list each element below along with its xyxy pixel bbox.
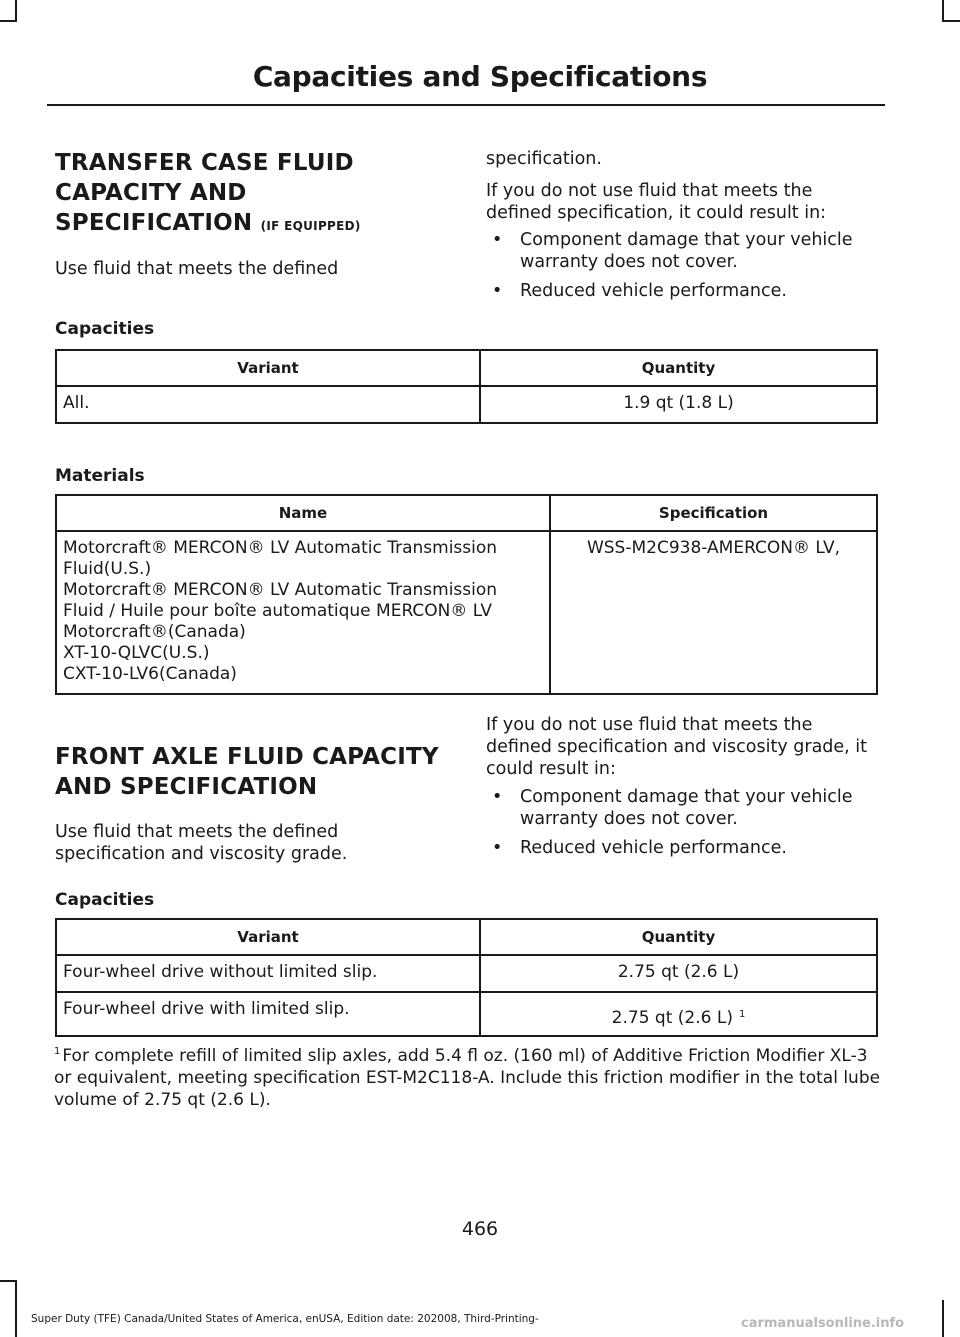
- crop-mark: [942, 0, 944, 22]
- table-row: [56, 992, 877, 1036]
- transfer-case-bullets: [486, 229, 886, 309]
- crop-mark: [0, 1280, 17, 1282]
- heading-line: FRONT AXLE FLUID CAPACITY: [55, 744, 439, 770]
- fluid-name-line: Fluid(U.S.): [63, 559, 152, 579]
- crop-mark: [15, 0, 17, 22]
- heading-suffix: (IF EQUIPPED): [260, 219, 361, 233]
- materials-table: [55, 494, 878, 695]
- heading-line-text: SPECIFICATION: [55, 210, 253, 236]
- table-header-row: [56, 495, 877, 531]
- specification-cell: WSS-M2C938-AMERCON® LV,: [550, 531, 877, 694]
- column-header: Name: [56, 495, 550, 531]
- fluid-name-line: Fluid / Huile pour boîte automatique MERCON® LV: [63, 601, 493, 621]
- capacities-heading: Capacities: [55, 319, 155, 339]
- fluid-name-line: XT-10-QLVC(U.S.): [63, 643, 210, 663]
- title-rule: [47, 104, 885, 106]
- table-cell: Four-wheel drive without limited slip.: [56, 955, 480, 992]
- transfer-case-intro: Use fluid that meets the defined: [55, 259, 339, 279]
- fluid-name-line: Motorcraft® MERCON® LV Automatic Transmission: [63, 580, 498, 600]
- heading-line: TRANSFER CASE FLUID: [55, 150, 354, 176]
- heading-line: [55, 208, 361, 241]
- heading-line: CAPACITY AND: [55, 180, 247, 206]
- front-axle-intro: Use fluid that meets the defined specification and viscosity grade.: [55, 822, 348, 864]
- front-axle-heading: [55, 742, 439, 802]
- footnote-marker: 1: [54, 1046, 61, 1057]
- table-cell: 2.75 qt (2.6 L): [480, 955, 877, 992]
- table-cell: Four-wheel drive with limited slip.: [56, 992, 480, 1036]
- table-row: [56, 531, 877, 694]
- front-axle-capacities-table: [55, 918, 878, 1037]
- page-title: Capacities and Specifications: [252, 60, 708, 93]
- footer-text: Super Duty (TFE) Canada/United States of America, enUSA, Edition date: 202008, Third-Printing-: [31, 1313, 539, 1325]
- capacities-heading: Capacities: [55, 890, 155, 910]
- crop-mark: [942, 20, 960, 22]
- transfer-case-intro-continued: specification.: [486, 149, 602, 169]
- table-row: [56, 955, 877, 992]
- fluid-name-cell: [56, 531, 550, 694]
- column-header: Specification: [550, 495, 877, 531]
- crop-mark: [15, 1280, 17, 1337]
- transfer-case-capacities-table: [55, 349, 878, 424]
- bullet-item: • Reduced vehicle performance.: [486, 280, 886, 302]
- crop-mark: [0, 20, 17, 22]
- footnote: [54, 1045, 882, 1111]
- transfer-case-consequence: If you do not use fluid that meets the defined specification, it could result in:: [486, 181, 827, 223]
- table-header-row: [56, 919, 877, 955]
- table-header-row: [56, 350, 877, 386]
- bullet-item: • Reduced vehicle performance.: [486, 837, 886, 859]
- fluid-name-line: Motorcraft®(Canada): [63, 622, 246, 642]
- fluid-name-line: CXT-10-LV6(Canada): [63, 664, 237, 684]
- table-row: [56, 386, 877, 423]
- crop-mark: [942, 1300, 944, 1337]
- materials-heading: Materials: [55, 466, 145, 486]
- column-header: Variant: [56, 919, 480, 955]
- footnote-marker: 1: [738, 1009, 746, 1020]
- bullet-item: • Component damage that your vehicle warranty does not cover.: [486, 786, 886, 830]
- heading-line: AND SPECIFICATION: [55, 774, 318, 800]
- fluid-name-line: Motorcraft® MERCON® LV Automatic Transmission: [63, 538, 498, 558]
- table-cell: All.: [56, 386, 480, 423]
- quantity-value: 2.75 qt (2.6 L): [611, 1008, 733, 1028]
- transfer-case-heading: [55, 148, 361, 241]
- footnote-text: For complete refill of limited slip axles, add 5.4 fl oz. (160 ml) of Additive Friction Modifier XL-3 or equivalent, meeting specification EST-M2C118-A. Include this friction modifier in the total lube volume of 2.75 qt (2.6 L).: [54, 1046, 881, 1110]
- page-number: 466: [461, 1218, 499, 1240]
- table-cell: [480, 992, 877, 1036]
- watermark: carmanualsonline.info: [741, 1316, 905, 1331]
- column-header: Quantity: [480, 919, 877, 955]
- bullet-item: • Component damage that your vehicle warranty does not cover.: [486, 229, 886, 273]
- front-axle-bullets: [486, 786, 886, 866]
- front-axle-consequence: If you do not use fluid that meets the defined specification and viscosity grade, it could result in:: [486, 715, 868, 779]
- column-header: Variant: [56, 350, 480, 386]
- table-cell: 1.9 qt (1.8 L): [480, 386, 877, 423]
- column-header: Quantity: [480, 350, 877, 386]
